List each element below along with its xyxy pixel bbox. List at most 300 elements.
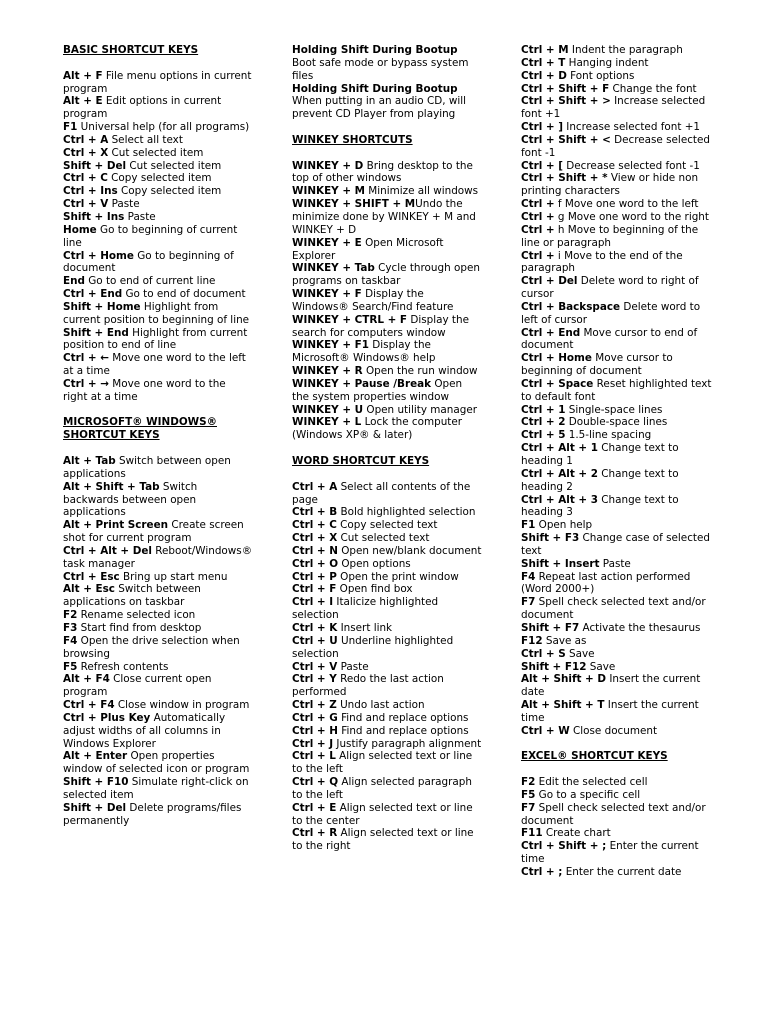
shortcut-description: Universal help (for all programs) bbox=[80, 121, 250, 134]
shortcut-description: Move cursor to beginning of document bbox=[521, 352, 673, 378]
shortcut-keys: Ctrl + Y bbox=[292, 673, 337, 686]
shortcut-entry bbox=[63, 750, 253, 776]
shortcut-keys: Ctrl + bbox=[521, 249, 555, 262]
shortcut-description: Underline highlighted selection bbox=[292, 634, 454, 660]
shortcut-entry bbox=[292, 725, 482, 738]
shortcut-entry bbox=[63, 545, 253, 571]
shortcut-keys: Ctrl + X bbox=[63, 146, 109, 159]
shortcut-description: Open new/blank document bbox=[341, 544, 482, 557]
shortcut-entry bbox=[63, 455, 253, 481]
shortcut-description: Go to a specific cell bbox=[538, 788, 641, 801]
shortcut-entry bbox=[521, 275, 716, 301]
shortcut-keys: F4 bbox=[521, 570, 536, 583]
shortcut-description: Undo the minimize done by WINKEY + M and WINKEY + D bbox=[292, 198, 476, 236]
shortcut-description: Enter the current date bbox=[565, 866, 682, 878]
shortcut-keys: Ctrl + End bbox=[521, 326, 581, 339]
shortcut-keys: Home bbox=[63, 223, 97, 236]
shortcut-keys: F5 bbox=[63, 660, 78, 673]
shortcut-description: Open options bbox=[341, 557, 411, 570]
shortcut-description: Double-space lines bbox=[568, 416, 668, 429]
shortcut-keys: WINKEY + R bbox=[292, 365, 363, 378]
shortcut-keys: Ctrl + bbox=[521, 223, 555, 236]
shortcut-description: Open the run window bbox=[365, 365, 478, 378]
section-gap bbox=[292, 442, 482, 455]
shortcut-description: Open utility manager bbox=[366, 403, 477, 416]
shortcut-entry bbox=[292, 545, 482, 558]
shortcut-keys: Ctrl + Home bbox=[521, 352, 592, 365]
shortcut-description: h Move to beginning of the line or paragraph bbox=[521, 223, 699, 249]
shortcut-keys: Shift + F12 bbox=[521, 660, 587, 673]
shortcut-description: Boot safe mode or bypass system files bbox=[292, 56, 469, 82]
shortcut-entry bbox=[292, 776, 482, 802]
shortcut-entry bbox=[63, 712, 253, 751]
shortcut-description: Go to beginning of document bbox=[63, 249, 234, 275]
shortcut-entry bbox=[292, 83, 482, 122]
shortcut-entry bbox=[521, 494, 716, 520]
shortcut-keys: Ctrl + Shift + ; bbox=[521, 840, 607, 853]
shortcut-keys: Ctrl + ← bbox=[63, 352, 109, 365]
shortcut-keys: F1 bbox=[521, 519, 536, 532]
shortcut-description: Save bbox=[589, 660, 616, 673]
shortcut-description: Close window in program bbox=[117, 699, 250, 712]
shortcut-entry bbox=[521, 725, 716, 738]
shortcut-keys: Alt + Enter bbox=[63, 750, 128, 763]
heading-gap bbox=[292, 147, 482, 160]
shortcut-entry bbox=[292, 365, 482, 378]
shortcut-description: Bold highlighted selection bbox=[340, 506, 476, 519]
shortcut-entry bbox=[521, 416, 716, 429]
shortcut-entry bbox=[521, 558, 716, 571]
shortcut-keys: Ctrl + → bbox=[63, 377, 109, 390]
shortcut-entry bbox=[521, 519, 716, 532]
shortcut-description: Reset highlighted text to default font bbox=[521, 377, 712, 403]
shortcut-description: Cycle through open programs on taskbar bbox=[292, 262, 480, 288]
shortcut-description: Open properties window of selected icon or program bbox=[63, 750, 250, 776]
shortcut-entry bbox=[63, 70, 253, 96]
shortcut-keys: F5 bbox=[521, 788, 536, 801]
shortcut-keys: WINKEY + E bbox=[292, 236, 362, 249]
shortcut-keys: Ctrl + J bbox=[292, 737, 334, 750]
shortcut-entry bbox=[292, 44, 482, 83]
shortcut-entry bbox=[521, 571, 716, 597]
shortcut-entry bbox=[63, 160, 253, 173]
shortcut-entry bbox=[63, 327, 253, 353]
shortcut-keys: Ctrl + H bbox=[292, 724, 338, 737]
shortcut-description: Align selected paragraph to the left bbox=[292, 776, 472, 801]
shortcut-description: Move one word to the left at a time bbox=[63, 352, 246, 378]
shortcut-entry bbox=[521, 211, 716, 224]
shortcut-description: Align selected text or line to the right bbox=[292, 827, 474, 853]
shortcut-keys: Alt + F bbox=[63, 69, 103, 82]
shortcut-keys: Ctrl + F bbox=[292, 583, 337, 596]
shortcut-keys: Shift + F7 bbox=[521, 621, 580, 634]
shortcut-description: Single-space lines bbox=[568, 403, 663, 416]
shortcut-entry bbox=[63, 583, 253, 609]
shortcut-description: Move one word to the right at a time bbox=[63, 377, 226, 403]
shortcut-description: Switch between open applications bbox=[63, 455, 231, 480]
shortcut-keys: Alt + Shift + D bbox=[521, 673, 607, 686]
shortcut-keys: Ctrl + Alt + 1 bbox=[521, 442, 598, 455]
shortcut-description: Copy selected text bbox=[340, 519, 438, 532]
shortcut-entry bbox=[521, 532, 716, 558]
shortcut-keys: Ctrl + Space bbox=[521, 377, 594, 390]
heading-gap bbox=[521, 763, 716, 776]
shortcut-keys: Shift + F10 bbox=[63, 776, 129, 789]
shortcut-keys: F7 bbox=[521, 596, 536, 609]
shortcut-entry bbox=[63, 802, 253, 828]
shortcut-keys: F7 bbox=[521, 801, 536, 814]
section-heading: MICROSOFT® WINDOWS® SHORTCUT KEYS bbox=[63, 416, 217, 442]
shortcut-keys: Ctrl + B bbox=[292, 506, 338, 519]
shortcut-keys: Ctrl + Backspace bbox=[521, 300, 621, 313]
shortcut-keys: Ctrl + G bbox=[292, 711, 338, 724]
heading-gap bbox=[292, 468, 482, 481]
shortcut-keys: Ctrl + Shift + F bbox=[521, 82, 610, 95]
shortcut-entry bbox=[63, 275, 253, 288]
shortcut-description: Go to beginning of current line bbox=[63, 223, 238, 249]
shortcut-keys: WINKEY + L bbox=[292, 416, 362, 429]
section-heading: EXCEL® SHORTCUT KEYS bbox=[521, 750, 668, 763]
shortcut-keys: Ctrl + T bbox=[521, 56, 566, 69]
shortcut-entry bbox=[63, 121, 253, 134]
shortcut-description: Redo the last action performed bbox=[292, 673, 444, 699]
section-heading: BASIC SHORTCUT KEYS bbox=[63, 44, 199, 56]
shortcut-description: Find and replace options bbox=[341, 724, 469, 737]
shortcut-keys: Ctrl + 5 bbox=[521, 429, 566, 442]
column-1 bbox=[63, 44, 253, 827]
shortcut-keys: Ctrl + R bbox=[292, 827, 338, 840]
shortcut-description: Minimize all windows bbox=[368, 185, 479, 198]
shortcut-description: Open the drive selection when browsing bbox=[63, 634, 240, 660]
shortcut-keys: Ctrl + Shift + > bbox=[521, 95, 611, 108]
shortcut-description: Undo last action bbox=[340, 699, 425, 712]
shortcut-description: Change the font bbox=[612, 82, 697, 95]
shortcut-keys: WINKEY + Tab bbox=[292, 262, 375, 275]
shortcut-keys: F11 bbox=[521, 827, 543, 840]
shortcut-keys: Alt + F4 bbox=[63, 673, 110, 686]
shortcut-entry bbox=[292, 481, 482, 507]
shortcut-entry bbox=[63, 519, 253, 545]
shortcut-entry bbox=[521, 301, 716, 327]
shortcut-entry bbox=[292, 558, 482, 571]
shortcut-entry bbox=[292, 532, 482, 545]
shortcut-keys: Ctrl + Alt + 3 bbox=[521, 493, 598, 506]
shortcut-description: Create screen shot for current program bbox=[63, 519, 244, 545]
shortcut-keys: Ctrl + V bbox=[292, 660, 338, 673]
shortcut-description: Open Microsoft Explorer bbox=[292, 236, 444, 262]
shortcut-entry bbox=[292, 378, 482, 404]
shortcut-keys: Ctrl + Home bbox=[63, 249, 134, 262]
shortcut-description: Increase selected font +1 bbox=[521, 95, 706, 121]
shortcut-entry bbox=[63, 699, 253, 712]
shortcut-keys: Ctrl + X bbox=[292, 532, 338, 545]
shortcut-keys: Alt + E bbox=[63, 95, 103, 108]
heading-gap bbox=[63, 442, 253, 455]
shortcut-keys: WINKEY + Pause /Break bbox=[292, 377, 432, 390]
shortcut-description: Paste bbox=[602, 557, 631, 570]
shortcut-entry bbox=[292, 673, 482, 699]
shortcut-description: Display the search for computers window bbox=[292, 313, 469, 339]
shortcut-keys: Ctrl + Del bbox=[521, 275, 578, 288]
shortcut-entry bbox=[292, 571, 482, 584]
shortcut-entry bbox=[521, 250, 716, 276]
shortcut-entry bbox=[63, 134, 253, 147]
shortcut-description: Go to end of document bbox=[125, 288, 246, 301]
shortcut-keys: Ctrl + bbox=[521, 210, 555, 223]
shortcut-description: Edit the selected cell bbox=[538, 776, 648, 789]
section-gap bbox=[521, 738, 716, 751]
shortcut-description: Refresh contents bbox=[80, 660, 169, 673]
shortcut-entry bbox=[292, 506, 482, 519]
shortcut-description: Go to end of current line bbox=[88, 275, 216, 288]
shortcut-keys: Ctrl + 2 bbox=[521, 416, 566, 429]
shortcut-description: Paste bbox=[111, 198, 140, 211]
shortcut-description: Repeat last action performed (Word 2000+) bbox=[521, 570, 691, 596]
shortcut-entry bbox=[63, 95, 253, 121]
shortcut-entry bbox=[521, 429, 716, 442]
shortcut-description: Italicize highlighted selection bbox=[292, 596, 439, 622]
shortcut-entry bbox=[63, 673, 253, 699]
shortcut-keys: Alt + Esc bbox=[63, 583, 115, 596]
shortcut-description: Cut selected text bbox=[340, 532, 430, 545]
shortcut-keys: Alt + Print Screen bbox=[63, 519, 169, 532]
shortcut-keys: Ctrl + U bbox=[292, 634, 338, 647]
shortcut-description: Create chart bbox=[545, 827, 611, 840]
shortcut-entry bbox=[292, 185, 482, 198]
shortcut-keys: Ctrl + A bbox=[292, 480, 338, 493]
shortcut-keys: Ctrl + I bbox=[292, 596, 334, 609]
shortcut-description: File menu options in current program bbox=[63, 69, 252, 95]
shortcut-entry bbox=[521, 827, 716, 840]
shortcut-entry bbox=[292, 661, 482, 674]
shortcut-entry bbox=[292, 622, 482, 635]
shortcut-keys: Holding Shift During Bootup bbox=[292, 44, 458, 56]
shortcut-entry bbox=[521, 699, 716, 725]
shortcut-entry bbox=[521, 70, 716, 83]
shortcut-description: Align selected text or line to the left bbox=[292, 750, 473, 776]
shortcut-keys: Ctrl + C bbox=[63, 172, 108, 185]
shortcut-entry bbox=[292, 416, 482, 442]
shortcut-description: Activate the thesaurus bbox=[582, 621, 701, 634]
shortcut-keys: Ctrl + Q bbox=[292, 776, 339, 789]
shortcut-entry bbox=[292, 262, 482, 288]
shortcut-keys: Shift + Del bbox=[63, 159, 127, 172]
shortcut-description: Decrease selected font -1 bbox=[566, 159, 700, 172]
shortcut-entry bbox=[521, 121, 716, 134]
shortcut-description: Delete programs/files permanently bbox=[63, 801, 242, 827]
heading-gap bbox=[63, 57, 253, 70]
shortcut-keys: Shift + Home bbox=[63, 300, 141, 313]
shortcut-description: Indent the paragraph bbox=[571, 44, 683, 56]
shortcut-description: Hanging indent bbox=[568, 56, 649, 69]
shortcut-description: View or hide non printing characters bbox=[521, 172, 699, 198]
shortcut-description: Open the print window bbox=[340, 570, 459, 583]
shortcut-keys: WINKEY + D bbox=[292, 159, 364, 172]
shortcut-entry bbox=[292, 712, 482, 725]
shortcut-entry bbox=[521, 673, 716, 699]
shortcut-description: Spell check selected text and/or document bbox=[521, 801, 706, 827]
shortcut-entry bbox=[521, 776, 716, 789]
shortcut-description: Change text to heading 1 bbox=[521, 442, 679, 467]
shortcut-keys: Holding Shift During Bootup bbox=[292, 82, 458, 95]
shortcut-entry bbox=[63, 288, 253, 301]
shortcut-entry bbox=[292, 519, 482, 532]
shortcut-description: Reboot/Windows® task manager bbox=[63, 544, 253, 570]
section-heading: WORD SHORTCUT KEYS bbox=[292, 455, 430, 467]
shortcut-description: Enter the current time bbox=[521, 840, 699, 866]
shortcut-keys: F1 bbox=[63, 121, 78, 134]
shortcut-description: Change text to heading 3 bbox=[521, 493, 679, 519]
shortcut-keys: Ctrl + Alt + 2 bbox=[521, 467, 598, 480]
shortcut-keys: Ctrl + K bbox=[292, 621, 338, 634]
shortcut-entry bbox=[521, 468, 716, 494]
shortcut-entry bbox=[521, 635, 716, 648]
shortcut-description: Decrease selected font -1 bbox=[521, 133, 710, 159]
shortcut-entry bbox=[521, 596, 716, 622]
shortcut-keys: F2 bbox=[521, 776, 536, 789]
shortcut-entry bbox=[521, 352, 716, 378]
shortcut-description: Copy selected item bbox=[120, 185, 222, 198]
shortcut-keys: Ctrl + Shift + * bbox=[521, 172, 608, 185]
shortcut-description: Rename selected icon bbox=[80, 609, 196, 622]
shortcut-description: Display the Windows® Search/Find feature bbox=[292, 288, 454, 313]
shortcut-keys: Ctrl + Alt + Del bbox=[63, 544, 152, 557]
shortcut-keys: Ctrl + C bbox=[292, 519, 337, 532]
shortcut-entry bbox=[521, 95, 716, 121]
shortcut-entry bbox=[292, 750, 482, 776]
shortcut-keys: Ctrl + A bbox=[63, 133, 109, 146]
shortcut-entry bbox=[63, 172, 253, 185]
shortcut-description: Highlight from current position to end of line bbox=[63, 326, 248, 352]
shortcut-entry bbox=[521, 648, 716, 661]
shortcut-description: i Move to the end of the paragraph bbox=[521, 249, 683, 275]
shortcut-description: Select all text bbox=[111, 133, 183, 146]
shortcut-description: Open the system properties window bbox=[292, 377, 463, 403]
shortcut-description: Delete word to left of cursor bbox=[521, 300, 701, 326]
shortcut-entry bbox=[521, 866, 716, 879]
shortcut-entry bbox=[63, 250, 253, 276]
shortcut-keys: Shift + Ins bbox=[63, 210, 125, 223]
shortcut-entry bbox=[521, 622, 716, 635]
shortcut-keys: Ctrl + L bbox=[292, 750, 336, 763]
column-2 bbox=[292, 44, 482, 853]
shortcut-description: Display the Microsoft® Windows® help bbox=[292, 339, 436, 365]
shortcut-entry bbox=[63, 622, 253, 635]
shortcut-description: When putting in an audio CD, will prevent CD Player from playing bbox=[292, 95, 466, 121]
shortcut-entry bbox=[63, 609, 253, 622]
shortcut-entry bbox=[521, 134, 716, 160]
shortcut-keys: Ctrl + 1 bbox=[521, 403, 566, 416]
shortcut-description: Save as bbox=[545, 634, 587, 647]
shortcut-description: Increase selected font +1 bbox=[566, 121, 701, 134]
shortcut-description: f Move one word to the left bbox=[557, 198, 699, 211]
shortcut-entry bbox=[63, 571, 253, 584]
shortcut-description: Insert the current date bbox=[521, 673, 701, 699]
shortcut-entry bbox=[63, 378, 253, 404]
shortcut-description: Close document bbox=[573, 724, 658, 737]
shortcut-entry bbox=[521, 378, 716, 404]
section-heading: WINKEY SHORTCUTS bbox=[292, 133, 413, 146]
shortcut-keys: Ctrl + M bbox=[521, 44, 569, 56]
shortcut-entry bbox=[521, 789, 716, 802]
shortcut-entry bbox=[292, 314, 482, 340]
shortcut-entry bbox=[63, 481, 253, 520]
shortcut-description: Change text to heading 2 bbox=[521, 467, 679, 493]
shortcut-entry bbox=[63, 352, 253, 378]
shortcut-keys: F2 bbox=[63, 609, 78, 622]
shortcut-keys: Shift + Insert bbox=[521, 557, 600, 570]
shortcut-keys: Alt + Shift + Tab bbox=[63, 480, 160, 493]
shortcut-keys: Shift + F3 bbox=[521, 532, 580, 545]
shortcut-keys: WINKEY + CTRL + F bbox=[292, 313, 408, 326]
shortcut-keys: WINKEY + U bbox=[292, 403, 364, 416]
shortcut-entry bbox=[63, 147, 253, 160]
shortcut-entry bbox=[521, 442, 716, 468]
shortcut-entry bbox=[292, 738, 482, 751]
shortcut-description: Move cursor to end of document bbox=[521, 326, 698, 352]
shortcut-entry bbox=[521, 327, 716, 353]
shortcut-description: Highlight from current position to beginning of line bbox=[63, 300, 250, 326]
shortcut-entry bbox=[521, 224, 716, 250]
shortcut-description: Start find from desktop bbox=[80, 621, 202, 634]
shortcut-keys: Ctrl + Plus Key bbox=[63, 711, 151, 724]
shortcut-entry bbox=[292, 802, 482, 828]
shortcut-description: Paste bbox=[127, 210, 156, 223]
shortcut-description: Delete word to right of cursor bbox=[521, 275, 699, 301]
shortcut-entry bbox=[63, 211, 253, 224]
shortcut-entry bbox=[521, 404, 716, 417]
shortcut-entry bbox=[292, 339, 482, 365]
shortcut-entry bbox=[63, 301, 253, 327]
shortcut-keys: Ctrl + P bbox=[292, 570, 337, 583]
shortcut-keys: Ctrl + End bbox=[63, 288, 123, 301]
shortcut-keys: Shift + End bbox=[63, 326, 129, 339]
shortcut-entry bbox=[521, 172, 716, 198]
shortcut-keys: Ctrl + D bbox=[521, 69, 567, 82]
shortcut-description: Select all contents of the page bbox=[292, 480, 471, 506]
section-gap bbox=[292, 121, 482, 134]
shortcut-keys: Alt + Tab bbox=[63, 455, 116, 467]
shortcut-description: Switch backwards between open applications bbox=[63, 480, 198, 519]
shortcut-keys: Alt + Shift + T bbox=[521, 699, 605, 712]
shortcut-keys: Ctrl + [ bbox=[521, 159, 563, 172]
shortcut-keys: WINKEY + M bbox=[292, 185, 365, 198]
shortcut-description: Automatically adjust widths of all columns in Windows Explorer bbox=[63, 711, 226, 750]
shortcut-description: Switch between applications on taskbar bbox=[63, 583, 201, 609]
shortcut-description: Bring up start menu bbox=[122, 570, 228, 583]
shortcut-entry bbox=[292, 635, 482, 661]
shortcut-keys: F12 bbox=[521, 634, 543, 647]
section-gap bbox=[63, 404, 253, 417]
shortcut-keys: Ctrl + ; bbox=[521, 866, 563, 878]
shortcut-description: Close current open program bbox=[63, 673, 212, 699]
column-3 bbox=[521, 44, 716, 879]
shortcut-entry bbox=[292, 198, 482, 237]
shortcut-entry bbox=[521, 160, 716, 173]
shortcut-entry bbox=[292, 827, 482, 853]
shortcut-keys: WINKEY + F bbox=[292, 288, 362, 301]
shortcut-description: Spell check selected text and/or document bbox=[521, 596, 706, 622]
shortcut-keys: Ctrl + N bbox=[292, 544, 338, 557]
shortcut-keys: Shift + Del bbox=[63, 801, 127, 814]
shortcut-keys: Ctrl + V bbox=[63, 198, 109, 211]
shortcut-description: Justify paragraph alignment bbox=[336, 737, 482, 750]
shortcut-entry bbox=[63, 661, 253, 674]
shortcut-keys: F3 bbox=[63, 621, 78, 634]
shortcut-description: Change case of selected text bbox=[521, 532, 710, 557]
shortcut-keys: WINKEY + SHIFT + M bbox=[292, 198, 416, 211]
shortcut-keys: Ctrl + W bbox=[521, 724, 570, 737]
